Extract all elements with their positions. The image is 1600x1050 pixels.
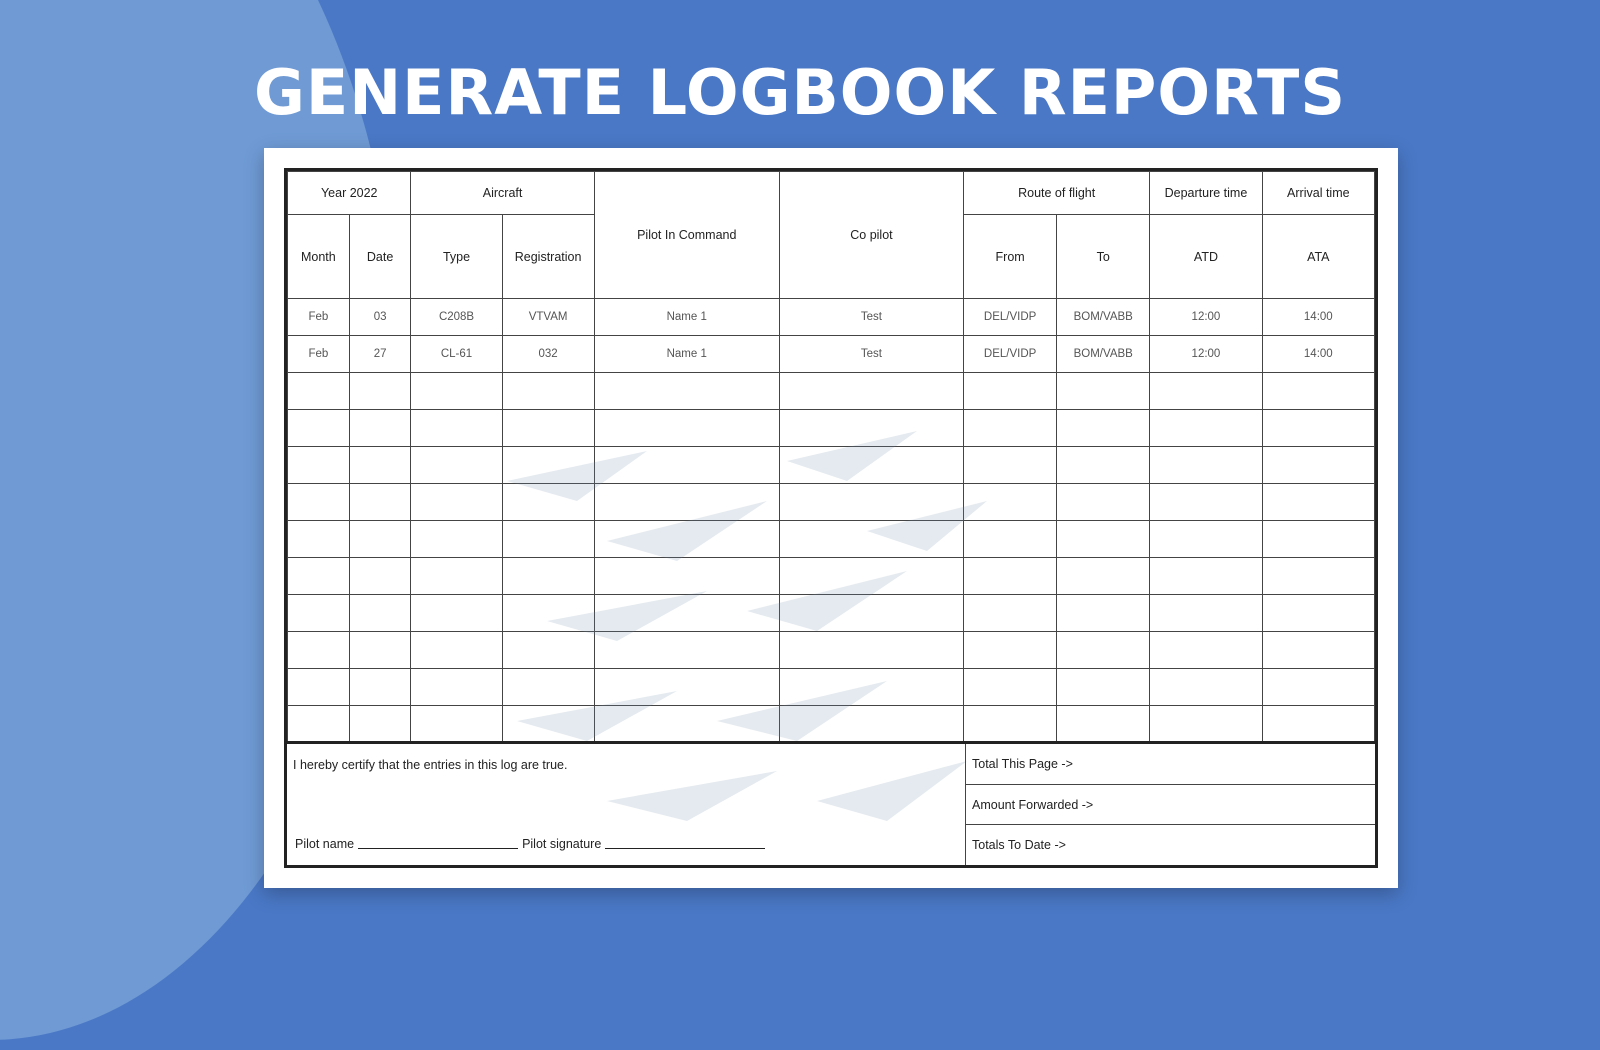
- empty-cell: [964, 410, 1057, 447]
- cell-from: DEL/VIDP: [964, 299, 1057, 336]
- empty-cell: [1057, 521, 1150, 558]
- empty-cell: [1057, 484, 1150, 521]
- empty-cell: [779, 484, 963, 521]
- empty-cell: [594, 484, 779, 521]
- empty-cell: [779, 669, 963, 706]
- empty-cell: [502, 632, 594, 669]
- empty-cell: [594, 447, 779, 484]
- cell-registration: VTVAM: [502, 299, 594, 336]
- pilot-signature-field[interactable]: [605, 848, 765, 849]
- empty-table-row: [288, 558, 1375, 595]
- header-month: Month: [288, 215, 350, 299]
- logbook-form: [284, 168, 1378, 868]
- empty-cell: [779, 595, 963, 632]
- empty-cell: [779, 521, 963, 558]
- empty-cell: [349, 558, 411, 595]
- empty-table-row: [288, 669, 1375, 706]
- header-atd: ATD: [1150, 215, 1262, 299]
- empty-cell: [1150, 632, 1262, 669]
- logbook-sheet: [264, 148, 1398, 888]
- empty-cell: [349, 447, 411, 484]
- empty-cell: [411, 521, 502, 558]
- empty-cell: [349, 484, 411, 521]
- cell-type: C208B: [411, 299, 502, 336]
- empty-cell: [594, 558, 779, 595]
- empty-cell: [502, 706, 594, 743]
- empty-cell: [1262, 669, 1374, 706]
- header-departure-time: Departure time: [1150, 172, 1262, 215]
- empty-cell: [964, 558, 1057, 595]
- empty-cell: [411, 558, 502, 595]
- totals-box: [966, 744, 1375, 865]
- cell-pic: Name 1: [594, 336, 779, 373]
- empty-cell: [288, 632, 350, 669]
- empty-cell: [411, 706, 502, 743]
- empty-cell: [1150, 484, 1262, 521]
- cell-copilot: Test: [779, 336, 963, 373]
- empty-cell: [964, 595, 1057, 632]
- empty-cell: [1262, 558, 1374, 595]
- empty-cell: [288, 410, 350, 447]
- empty-cell: [288, 447, 350, 484]
- empty-cell: [1057, 447, 1150, 484]
- pilot-signature-label: Pilot signature: [522, 837, 602, 851]
- cell-registration: 032: [502, 336, 594, 373]
- empty-table-row: [288, 447, 1375, 484]
- empty-cell: [594, 521, 779, 558]
- empty-cell: [1150, 669, 1262, 706]
- empty-cell: [1057, 595, 1150, 632]
- empty-cell: [349, 632, 411, 669]
- certification-box: [287, 744, 966, 865]
- empty-cell: [288, 595, 350, 632]
- empty-cell: [1150, 521, 1262, 558]
- empty-cell: [288, 484, 350, 521]
- empty-cell: [502, 669, 594, 706]
- empty-cell: [594, 410, 779, 447]
- empty-cell: [779, 410, 963, 447]
- empty-cell: [1262, 595, 1374, 632]
- pilot-name-label: Pilot name: [295, 837, 355, 851]
- empty-cell: [288, 521, 350, 558]
- empty-cell: [288, 669, 350, 706]
- cell-to: BOM/VABB: [1057, 299, 1150, 336]
- cell-pic: Name 1: [594, 299, 779, 336]
- empty-table-row: [288, 410, 1375, 447]
- header-to: To: [1057, 215, 1150, 299]
- totals-to-date: Totals To Date ->: [972, 838, 1066, 853]
- empty-cell: [964, 632, 1057, 669]
- empty-cell: [779, 447, 963, 484]
- empty-cell: [349, 669, 411, 706]
- page-headline: GENERATE LOGBOOK REPORTS: [254, 56, 1346, 129]
- empty-cell: [502, 595, 594, 632]
- header-registration: Registration: [502, 215, 594, 299]
- cell-date: 27: [349, 336, 411, 373]
- empty-cell: [411, 373, 502, 410]
- header-pilot-in-command: Pilot In Command: [594, 172, 779, 299]
- total-this-page: Total This Page ->: [966, 744, 1375, 785]
- empty-cell: [1057, 706, 1150, 743]
- cell-ata: 14:00: [1262, 336, 1374, 373]
- empty-cell: [964, 706, 1057, 743]
- empty-cell: [594, 632, 779, 669]
- empty-cell: [349, 595, 411, 632]
- empty-cell: [779, 558, 963, 595]
- header-aircraft: Aircraft: [411, 172, 594, 215]
- empty-cell: [502, 484, 594, 521]
- logbook-footer: [287, 741, 1375, 865]
- cell-month: Feb: [288, 336, 350, 373]
- cell-copilot: Test: [779, 299, 963, 336]
- empty-cell: [411, 669, 502, 706]
- empty-cell: [1262, 632, 1374, 669]
- cell-month: Feb: [288, 299, 350, 336]
- logbook-table: [287, 171, 1375, 743]
- signature-line: [295, 837, 769, 851]
- empty-cell: [349, 706, 411, 743]
- empty-table-row: [288, 595, 1375, 632]
- header-co-pilot: Co pilot: [779, 172, 963, 299]
- empty-cell: [1057, 669, 1150, 706]
- empty-cell: [288, 558, 350, 595]
- header-date: Date: [349, 215, 411, 299]
- empty-table-row: [288, 521, 1375, 558]
- empty-cell: [502, 558, 594, 595]
- empty-cell: [1262, 484, 1374, 521]
- empty-cell: [411, 410, 502, 447]
- empty-cell: [1057, 373, 1150, 410]
- header-route-of-flight: Route of flight: [964, 172, 1150, 215]
- amount-forwarded: Amount Forwarded ->: [966, 785, 1375, 826]
- empty-cell: [779, 706, 963, 743]
- empty-cell: [964, 447, 1057, 484]
- pilot-name-field[interactable]: [358, 848, 518, 849]
- empty-cell: [964, 484, 1057, 521]
- empty-cell: [1057, 558, 1150, 595]
- empty-cell: [502, 410, 594, 447]
- cell-atd: 12:00: [1150, 299, 1262, 336]
- empty-cell: [349, 521, 411, 558]
- certification-text: I hereby certify that the entries in this log are true.: [293, 758, 568, 772]
- empty-table-row: [288, 373, 1375, 410]
- empty-cell: [1150, 447, 1262, 484]
- empty-cell: [1150, 558, 1262, 595]
- empty-cell: [1262, 373, 1374, 410]
- empty-cell: [1262, 521, 1374, 558]
- header-type: Type: [411, 215, 502, 299]
- empty-cell: [594, 373, 779, 410]
- empty-cell: [594, 669, 779, 706]
- header-arrival-time: Arrival time: [1262, 172, 1374, 215]
- empty-cell: [594, 706, 779, 743]
- empty-cell: [1150, 706, 1262, 743]
- cell-from: DEL/VIDP: [964, 336, 1057, 373]
- empty-cell: [964, 373, 1057, 410]
- empty-cell: [1262, 447, 1374, 484]
- empty-cell: [1057, 410, 1150, 447]
- empty-cell: [779, 373, 963, 410]
- empty-cell: [411, 484, 502, 521]
- empty-cell: [502, 447, 594, 484]
- header-from: From: [964, 215, 1057, 299]
- empty-cell: [349, 373, 411, 410]
- table-row: [288, 336, 1375, 373]
- empty-cell: [594, 595, 779, 632]
- empty-cell: [779, 632, 963, 669]
- empty-cell: [411, 595, 502, 632]
- cell-to: BOM/VABB: [1057, 336, 1150, 373]
- empty-cell: [964, 669, 1057, 706]
- empty-table-row: [288, 706, 1375, 743]
- empty-cell: [1262, 410, 1374, 447]
- empty-cell: [1150, 595, 1262, 632]
- empty-cell: [502, 521, 594, 558]
- header-year: Year 2022: [288, 172, 411, 215]
- empty-cell: [288, 373, 350, 410]
- empty-cell: [288, 706, 350, 743]
- empty-cell: [411, 632, 502, 669]
- empty-table-row: [288, 632, 1375, 669]
- empty-cell: [964, 521, 1057, 558]
- cell-ata: 14:00: [1262, 299, 1374, 336]
- empty-cell: [1262, 706, 1374, 743]
- table-row: [288, 299, 1375, 336]
- empty-cell: [411, 447, 502, 484]
- header-ata: ATA: [1262, 215, 1374, 299]
- empty-cell: [502, 373, 594, 410]
- empty-cell: [1150, 410, 1262, 447]
- cell-type: CL-61: [411, 336, 502, 373]
- empty-table-row: [288, 484, 1375, 521]
- empty-cell: [1057, 632, 1150, 669]
- empty-cell: [349, 410, 411, 447]
- cell-date: 03: [349, 299, 411, 336]
- cell-atd: 12:00: [1150, 336, 1262, 373]
- empty-cell: [1150, 373, 1262, 410]
